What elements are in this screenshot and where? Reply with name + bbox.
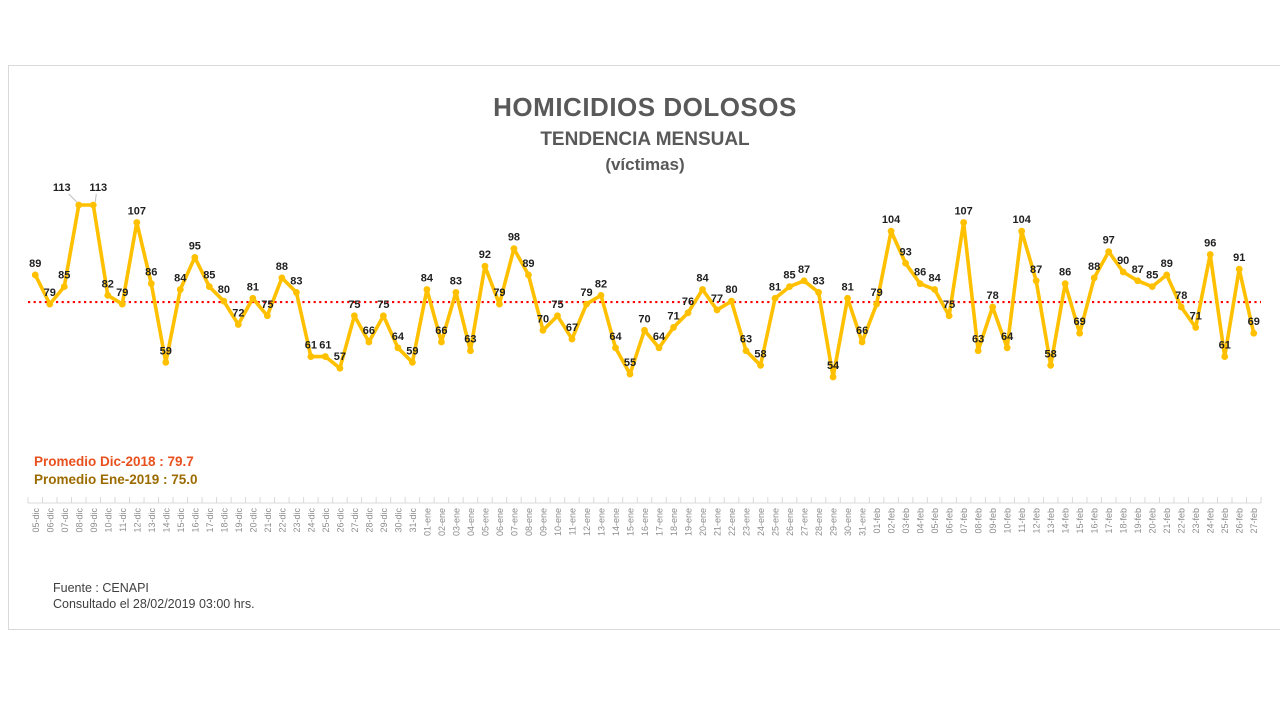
x-tick-label: 02-ene: [436, 508, 447, 537]
data-label: 92: [478, 249, 492, 262]
data-point: [801, 277, 808, 284]
data-point: [583, 301, 590, 308]
x-tick-label: 31-dic: [407, 508, 418, 533]
data-label: 63: [464, 333, 477, 346]
data-point: [670, 324, 677, 331]
data-point: [685, 309, 692, 316]
data-point: [133, 219, 140, 226]
data-point: [365, 339, 372, 346]
data-label: 81: [246, 281, 259, 294]
x-tick-label: 25-ene: [770, 508, 781, 537]
data-point: [1163, 272, 1170, 279]
data-label: 86: [145, 266, 158, 279]
data-point: [249, 295, 256, 302]
data-point: [743, 347, 750, 354]
data-label: 83: [290, 275, 303, 288]
x-tick-label: 28-ene: [814, 508, 825, 537]
data-point: [873, 301, 880, 308]
data-point: [714, 307, 721, 314]
x-tick-label: 31-ene: [857, 508, 868, 537]
x-tick-label: 14-ene: [610, 508, 621, 537]
data-label: 75: [942, 298, 956, 311]
x-tick-label: 03-feb: [901, 508, 912, 534]
x-tick-label: 05-feb: [930, 508, 941, 534]
data-label: 75: [377, 298, 390, 311]
data-point: [931, 286, 938, 293]
data-point: [888, 228, 895, 235]
x-tick-label: 12-ene: [581, 508, 592, 537]
data-point: [235, 321, 242, 328]
label-leader-line: [69, 194, 77, 202]
data-label: 55: [623, 357, 637, 370]
x-tick-label: 07-ene: [509, 508, 520, 537]
data-point: [728, 298, 735, 305]
data-point: [496, 301, 503, 308]
x-tick-label: 23-dic: [291, 508, 302, 533]
data-point: [569, 336, 576, 343]
data-point: [772, 295, 779, 302]
data-point: [902, 260, 909, 267]
x-tick-label: 10-ene: [552, 508, 563, 537]
x-tick-label: 18-dic: [219, 508, 230, 533]
x-tick-label: 16-feb: [1089, 508, 1100, 534]
data-point: [162, 359, 169, 366]
x-tick-label: 23-feb: [1191, 508, 1202, 534]
data-label: 69: [1247, 316, 1260, 329]
x-tick-label: 04-ene: [465, 508, 476, 537]
data-point: [1250, 330, 1257, 337]
data-label: 85: [58, 269, 71, 282]
data-label: 63: [739, 333, 753, 346]
x-tick-label: 21-feb: [1162, 508, 1173, 534]
x-tick-label: 06-ene: [494, 508, 505, 537]
x-tick-label: 13-dic: [146, 508, 157, 533]
data-point: [989, 304, 996, 311]
x-tick-label: 10-dic: [103, 508, 114, 533]
data-point: [1134, 277, 1141, 284]
x-tick-label: 11-ene: [567, 508, 578, 536]
data-point: [278, 274, 285, 281]
data-label: 95: [188, 240, 201, 253]
data-point: [946, 312, 953, 319]
data-label: 59: [159, 345, 172, 358]
data-point: [641, 327, 648, 334]
data-point: [336, 365, 343, 372]
x-tick-label: 26-dic: [335, 508, 346, 533]
data-label: 75: [261, 298, 274, 311]
data-label: 66: [855, 324, 869, 337]
data-point: [1018, 228, 1025, 235]
x-tick-label: 18-feb: [1118, 508, 1129, 534]
data-label: 86: [1059, 266, 1072, 279]
data-label: 71: [667, 310, 680, 323]
x-tick-label: 01-feb: [872, 508, 883, 534]
data-label: 86: [913, 266, 927, 279]
data-label: 85: [1146, 269, 1159, 282]
data-point: [351, 312, 358, 319]
data-point: [1207, 251, 1214, 258]
x-tick-label: 09-ene: [538, 508, 549, 537]
data-point: [482, 263, 489, 270]
data-label: 64: [1001, 330, 1014, 343]
x-tick-label: 23-ene: [741, 508, 752, 537]
data-point: [148, 280, 155, 287]
data-point: [1120, 269, 1127, 276]
data-point: [206, 283, 213, 290]
data-label: 59: [406, 345, 419, 358]
data-point: [1105, 248, 1112, 255]
data-point: [699, 286, 706, 293]
x-tick-label: 08-dic: [74, 508, 85, 533]
consulted-note: Consultado el 28/02/2019 03:00 hrs.: [53, 596, 255, 611]
data-point: [1062, 280, 1069, 287]
data-label: 75: [551, 298, 564, 311]
chart-title: HOMICIDIOS DOLOSOS: [493, 92, 797, 122]
data-label: 67: [565, 322, 579, 335]
data-label: 79: [493, 287, 506, 300]
x-tick-label: 19-ene: [683, 508, 694, 537]
data-point: [917, 280, 924, 287]
data-point: [975, 347, 982, 354]
data-point: [75, 202, 82, 209]
data-point: [438, 339, 445, 346]
data-label: 104: [1012, 214, 1031, 227]
data-labels: [29, 182, 1260, 372]
x-tick-label: 05-ene: [480, 508, 491, 537]
data-point: [104, 292, 111, 299]
data-label: 69: [1073, 316, 1086, 329]
data-point: [453, 289, 460, 296]
data-label: 61: [319, 339, 332, 352]
x-axis-labels: [31, 508, 1259, 537]
data-label: 64: [652, 330, 666, 343]
data-label: 89: [522, 257, 535, 270]
data-label: 98: [507, 231, 521, 244]
data-point: [511, 245, 518, 252]
label-leader-line: [95, 194, 96, 202]
data-point: [264, 312, 271, 319]
average-dec-annotation: Promedio Dic-2018 : 79.7: [34, 454, 194, 469]
data-label: 78: [1175, 290, 1188, 303]
data-label: 57: [333, 351, 347, 364]
data-label: 85: [783, 269, 796, 282]
x-tick-label: 11-feb: [1017, 508, 1028, 533]
x-tick-label: 09-dic: [88, 508, 99, 533]
data-label: 85: [203, 269, 216, 282]
x-tick-label: 08-ene: [523, 508, 534, 537]
x-tick-label: 29-dic: [378, 508, 389, 533]
data-label: 79: [580, 287, 593, 300]
data-point: [540, 327, 547, 334]
data-point: [1004, 344, 1011, 351]
data-point: [322, 353, 329, 360]
data-point: [220, 298, 227, 305]
data-label: 87: [1131, 263, 1144, 276]
x-tick-label: 11-dic: [117, 508, 128, 532]
data-label: 89: [29, 257, 42, 270]
data-point: [90, 202, 97, 209]
x-tick-label: 21-ene: [712, 508, 723, 537]
x-tick-label: 24-feb: [1205, 508, 1216, 534]
data-point: [1221, 353, 1228, 360]
x-tick-label: 14-dic: [161, 508, 172, 533]
x-tick-label: 17-feb: [1104, 508, 1115, 534]
data-label: 90: [1117, 255, 1130, 268]
data-label: 64: [609, 330, 622, 343]
data-label: 89: [1160, 257, 1173, 270]
x-tick-label: 30-ene: [843, 508, 854, 537]
data-label: 58: [754, 348, 767, 361]
x-tick-label: 26-feb: [1234, 508, 1245, 534]
x-tick-label: 13-ene: [596, 508, 607, 537]
data-label: 75: [348, 298, 361, 311]
data-label: 104: [881, 214, 901, 227]
data-label: 84: [174, 272, 187, 285]
data-point: [1236, 266, 1243, 273]
x-tick-label: 18-ene: [669, 508, 680, 537]
x-tick-label: 01-ene: [422, 508, 433, 537]
x-tick-label: 16-ene: [640, 508, 650, 537]
x-tick-label: 29-ene: [828, 508, 839, 537]
data-point: [627, 371, 634, 378]
data-label: 61: [304, 339, 317, 352]
x-tick-label: 21-dic: [262, 508, 273, 533]
data-label: 80: [217, 284, 230, 297]
x-tick-label: 17-dic: [204, 508, 215, 533]
x-tick-label: 25-feb: [1220, 508, 1231, 534]
data-label: 58: [1044, 348, 1057, 361]
data-label: 87: [1030, 263, 1043, 276]
data-point: [46, 301, 53, 308]
x-tick-label: 15-feb: [1075, 508, 1086, 534]
data-label: 76: [681, 295, 695, 308]
data-label: 113: [89, 181, 108, 194]
data-label: 83: [449, 275, 463, 288]
data-label: 88: [1088, 260, 1101, 273]
data-point: [757, 362, 764, 369]
data-point: [598, 292, 605, 299]
data-point: [844, 295, 851, 302]
data-point: [424, 286, 431, 293]
data-label: 81: [768, 281, 782, 294]
data-point: [1076, 330, 1083, 337]
data-point: [554, 312, 561, 319]
data-point: [119, 301, 126, 308]
data-point: [859, 339, 866, 346]
data-point: [1192, 324, 1199, 331]
x-tick-label: 20-dic: [248, 508, 259, 533]
x-tick-label: 07-feb: [959, 508, 970, 534]
x-tick-label: 10-feb: [1002, 507, 1013, 534]
data-point: [830, 374, 837, 381]
data-label: 84: [420, 272, 434, 285]
data-label: 70: [536, 313, 550, 326]
data-label: 79: [870, 287, 883, 300]
x-tick-label: 19-dic: [233, 508, 244, 533]
x-tick-label: 27-ene: [799, 508, 810, 537]
x-tick-label: 22-dic: [277, 508, 288, 533]
data-point: [786, 283, 793, 290]
data-label: 79: [116, 287, 129, 300]
data-label: 107: [127, 205, 146, 218]
data-point: [1178, 304, 1185, 311]
data-label: 54: [826, 359, 840, 372]
x-tick-label: 15-ene: [625, 508, 636, 537]
x-axis: [28, 497, 1261, 503]
data-label: 72: [232, 307, 245, 320]
x-tick-label: 22-ene: [727, 508, 738, 537]
data-label: 87: [797, 263, 811, 276]
data-point: [191, 254, 198, 261]
x-tick-label: 03-ene: [451, 508, 462, 537]
data-label: 91: [1233, 252, 1246, 265]
x-tick-label: 24-ene: [756, 508, 767, 537]
data-label: 66: [435, 324, 448, 337]
data-point: [177, 286, 184, 293]
x-tick-label: 27-feb: [1249, 508, 1260, 534]
data-label: 81: [841, 281, 854, 294]
source-note: Fuente : CENAPI: [53, 581, 149, 595]
x-tick-label: 28-dic: [364, 508, 375, 533]
data-point: [1047, 362, 1054, 369]
x-tick-label: 30-dic: [393, 508, 404, 533]
data-label: 82: [101, 278, 114, 291]
data-label: 113: [52, 181, 71, 194]
data-point: [1033, 277, 1040, 284]
data-point: [61, 283, 68, 290]
data-point: [409, 359, 416, 366]
data-point: [467, 347, 474, 354]
data-point: [815, 289, 822, 296]
x-tick-label: 27-dic: [349, 508, 360, 533]
x-tick-label: 22-feb: [1176, 508, 1187, 534]
data-label: 107: [954, 205, 973, 218]
data-label: 88: [275, 260, 288, 273]
x-tick-label: 13-feb: [1046, 508, 1057, 534]
x-tick-label: 24-dic: [306, 508, 317, 533]
x-tick-label: 14-feb: [1060, 508, 1071, 534]
data-label: 83: [812, 275, 825, 288]
data-point: [612, 344, 619, 351]
data-point: [1091, 274, 1098, 281]
data-label: 93: [899, 246, 912, 259]
data-point: [1149, 283, 1156, 290]
data-point: [380, 312, 387, 319]
chart-unit-label: (víctimas): [605, 155, 685, 175]
x-tick-label: 06-dic: [45, 508, 56, 533]
data-label: 79: [43, 287, 56, 300]
x-tick-label: 15-dic: [175, 508, 186, 533]
data-label: 63: [972, 333, 985, 346]
x-tick-label: 12-dic: [132, 508, 143, 533]
x-tick-label: 20-feb: [1147, 508, 1158, 534]
x-tick-label: 26-ene: [785, 508, 796, 537]
x-tick-label: 02-feb: [886, 508, 897, 534]
data-point: [960, 219, 967, 226]
x-tick-label: 04-feb: [915, 508, 926, 534]
data-label: 64: [391, 330, 405, 343]
data-label: 82: [594, 278, 608, 291]
data-label: 78: [986, 290, 999, 303]
chart-subtitle: TENDENCIA MENSUAL: [540, 128, 750, 150]
data-point: [32, 272, 39, 279]
data-label: 84: [928, 272, 941, 285]
x-tick-label: 06-feb: [944, 508, 955, 534]
data-label: 61: [1218, 339, 1231, 352]
x-tick-label: 12-feb: [1031, 508, 1042, 534]
x-tick-label: 25-dic: [320, 508, 331, 533]
data-label: 66: [362, 324, 376, 337]
data-label: 96: [1204, 237, 1217, 250]
data-point: [525, 272, 532, 279]
data-label: 97: [1102, 234, 1115, 247]
data-point: [293, 289, 300, 296]
average-jan-annotation: Promedio Ene-2019 : 75.0: [34, 472, 198, 487]
data-label: 70: [638, 313, 651, 326]
data-point: [656, 344, 663, 351]
x-tick-label: 20-ene: [698, 508, 709, 537]
x-tick-label: 16-dic: [190, 508, 201, 533]
x-tick-label: 05-dic: [30, 508, 41, 533]
data-point: [395, 344, 402, 351]
x-tick-label: 07-dic: [59, 508, 70, 533]
data-label: 84: [696, 272, 709, 285]
data-point: [307, 353, 314, 360]
x-tick-label: 19-feb: [1133, 508, 1144, 534]
data-label: 77: [710, 292, 724, 305]
x-tick-label: 09-feb: [988, 508, 999, 534]
x-tick-label: 08-feb: [973, 508, 984, 534]
x-tick-label: 17-ene: [654, 508, 665, 537]
data-label: 71: [1189, 310, 1202, 323]
data-label: 80: [725, 284, 738, 297]
